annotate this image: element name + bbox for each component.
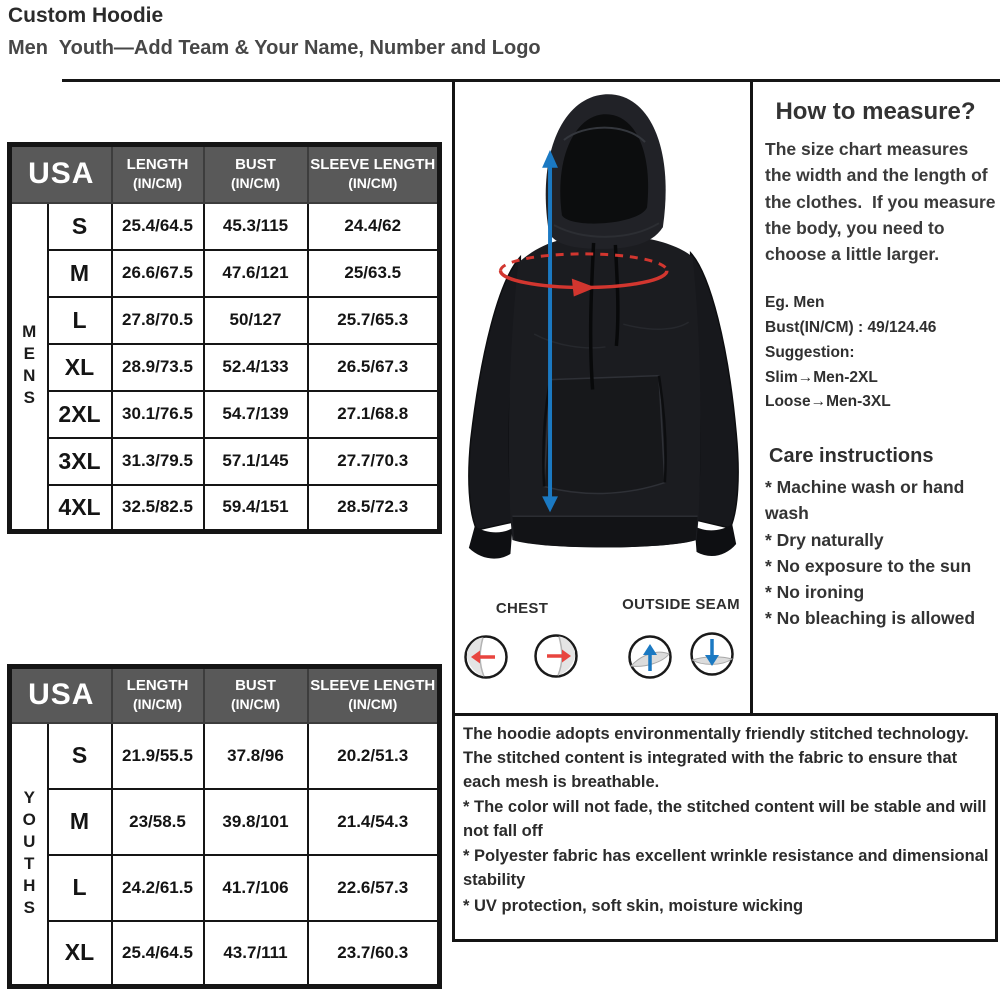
table-row [10, 723, 440, 789]
care-item: * Dry naturally [765, 529, 884, 550]
table-row [10, 855, 440, 921]
size-cell: XL [48, 344, 112, 391]
hoodie-photo [455, 86, 752, 594]
table-header-row [10, 667, 440, 723]
bust-cell: 41.7/106 [204, 855, 308, 921]
size-cell: 4XL [48, 485, 112, 532]
table-header-row [10, 145, 440, 203]
care-item: * Machine wash or hand wash [765, 477, 965, 524]
sleeve-cell: 23.7/60.3 [308, 921, 440, 987]
usa-header-cell: USA [10, 145, 112, 203]
bust-cell: 57.1/145 [204, 438, 308, 485]
length-cell: 21.9/55.5 [112, 723, 204, 789]
sleeve-unit: (IN/CM) [348, 174, 398, 191]
notes-paragraph: The hoodie adopts environmentally friendly stitched technology. The stitched content is integrated with the fabric to ensure that each mesh is breathable. [463, 725, 969, 792]
sleeve-cell: 20.2/51.3 [308, 723, 440, 789]
table-row [10, 297, 440, 344]
care-instructions-list [765, 474, 996, 632]
table-row [10, 789, 440, 855]
length-cell: 27.8/70.5 [112, 297, 204, 344]
care-item: * No ironing [765, 582, 865, 603]
care-item: * No bleaching is allowed [765, 608, 976, 629]
sleeve-cell: 25.7/65.3 [308, 297, 440, 344]
outside-seam-down-icon [689, 631, 735, 677]
length-label: LENGTH [126, 677, 189, 695]
length-unit: (IN/CM) [133, 174, 182, 191]
sizing-example-block [765, 291, 1000, 415]
mens-group-cell [10, 203, 48, 532]
notes-paragraph: * Polyester fabric has excellent wrinkle resistance and dimensional stability [463, 847, 989, 890]
table-row [10, 438, 440, 485]
size-cell: 3XL [48, 438, 112, 485]
sleeve-cell: 27.7/70.3 [308, 438, 440, 485]
usa-header-cell: USA [10, 667, 112, 723]
example-line: Loose→Men-3XL [765, 393, 891, 411]
sleeve-label: SLEEVE LENGTH [310, 677, 436, 695]
size-cell: 2XL [48, 391, 112, 438]
length-header-cell [112, 667, 204, 723]
size-cell: L [48, 855, 112, 921]
bust-unit: (IN/CM) [231, 695, 280, 712]
size-cell: XL [48, 921, 112, 987]
chest-measure-right-icon [533, 633, 579, 679]
sleeve-label: SLEEVE LENGTH [310, 156, 436, 174]
outside-seam-label: OUTSIDE SEAM [622, 596, 740, 613]
length-cell: 24.2/61.5 [112, 855, 204, 921]
mens-size-table [7, 142, 442, 534]
bust-cell: 52.4/133 [204, 344, 308, 391]
table-row [10, 344, 440, 391]
example-line: Bust(IN/CM) : 49/124.46 [765, 319, 937, 337]
youths-group-cell [10, 723, 48, 987]
size-cell: L [48, 297, 112, 344]
page-title: Custom Hoodie [8, 4, 164, 27]
length-cell: 23/58.5 [112, 789, 204, 855]
youths-size-table [7, 664, 442, 989]
outside-seam-up-icon [627, 634, 673, 680]
sleeve-cell: 28.5/72.3 [308, 485, 440, 532]
bust-cell: 47.6/121 [204, 250, 308, 297]
bust-header-cell [204, 145, 308, 203]
length-cell: 25.4/64.5 [112, 203, 204, 250]
sleeve-cell: 22.6/57.3 [308, 855, 440, 921]
length-cell: 31.3/79.5 [112, 438, 204, 485]
bust-cell: 50/127 [204, 297, 308, 344]
how-to-measure-panel [755, 82, 1000, 713]
table-row [10, 250, 440, 297]
bust-cell: 59.4/151 [204, 485, 308, 532]
bust-label: BUST [235, 677, 276, 695]
length-cell: 28.9/73.5 [112, 344, 204, 391]
bust-cell: 45.3/115 [204, 203, 308, 250]
bust-unit: (IN/CM) [231, 174, 280, 191]
mens-vertical-label: MENS [19, 322, 39, 411]
example-line: Suggestion: [765, 343, 855, 361]
bust-header-cell [204, 667, 308, 723]
table-row [10, 391, 440, 438]
notes-paragraph: * UV protection, soft skin, moisture wicking [463, 896, 804, 915]
size-cell: S [48, 203, 112, 250]
table-row [10, 203, 440, 250]
sleeve-cell: 21.4/54.3 [308, 789, 440, 855]
table-row [10, 485, 440, 532]
care-instructions-heading: Care instructions [769, 445, 934, 468]
length-cell: 30.1/76.5 [112, 391, 204, 438]
example-line: Slim→Men-2XL [765, 368, 878, 386]
bust-label: BUST [235, 156, 276, 174]
chest-measure-left-icon [463, 634, 509, 680]
how-to-measure-heading: How to measure? [775, 98, 976, 125]
example-line: Eg. Men [765, 294, 825, 312]
sleeve-cell: 25/63.5 [308, 250, 440, 297]
page-subtitle: Men Youth—Add Team & Your Name, Number and Logo [8, 37, 541, 59]
length-cell: 25.4/64.5 [112, 921, 204, 987]
length-label: LENGTH [126, 156, 189, 174]
size-cell: M [48, 250, 112, 297]
bust-cell: 43.7/111 [204, 921, 308, 987]
sleeve-cell: 27.1/68.8 [308, 391, 440, 438]
bust-cell: 37.8/96 [204, 723, 308, 789]
size-cell: S [48, 723, 112, 789]
table-row [10, 921, 440, 987]
sleeve-header-cell [308, 667, 440, 723]
notes-paragraph: * The color will not fade, the stitched content will be stable and will not fall off [463, 798, 987, 841]
sleeve-cell: 24.4/62 [308, 203, 440, 250]
youths-vertical-label: YOUTHS [19, 787, 39, 920]
size-cell: M [48, 789, 112, 855]
sleeve-unit: (IN/CM) [348, 695, 398, 712]
bust-cell: 39.8/101 [204, 789, 308, 855]
hoodie-photo-panel [452, 82, 753, 713]
sleeve-cell: 26.5/67.3 [308, 344, 440, 391]
chest-label: CHEST [495, 600, 549, 617]
sleeve-header-cell [308, 145, 440, 203]
care-item: * No exposure to the sun [765, 555, 972, 576]
length-cell: 26.6/67.5 [112, 250, 204, 297]
how-to-measure-paragraph: The size chart measures the width and the length of the clothes. If you measure the body, you need to choose a little larger. [765, 139, 1000, 264]
bust-cell: 54.7/139 [204, 391, 308, 438]
product-notes-box [452, 713, 998, 942]
length-header-cell [112, 145, 204, 203]
length-unit: (IN/CM) [133, 695, 182, 712]
length-cell: 32.5/82.5 [112, 485, 204, 532]
